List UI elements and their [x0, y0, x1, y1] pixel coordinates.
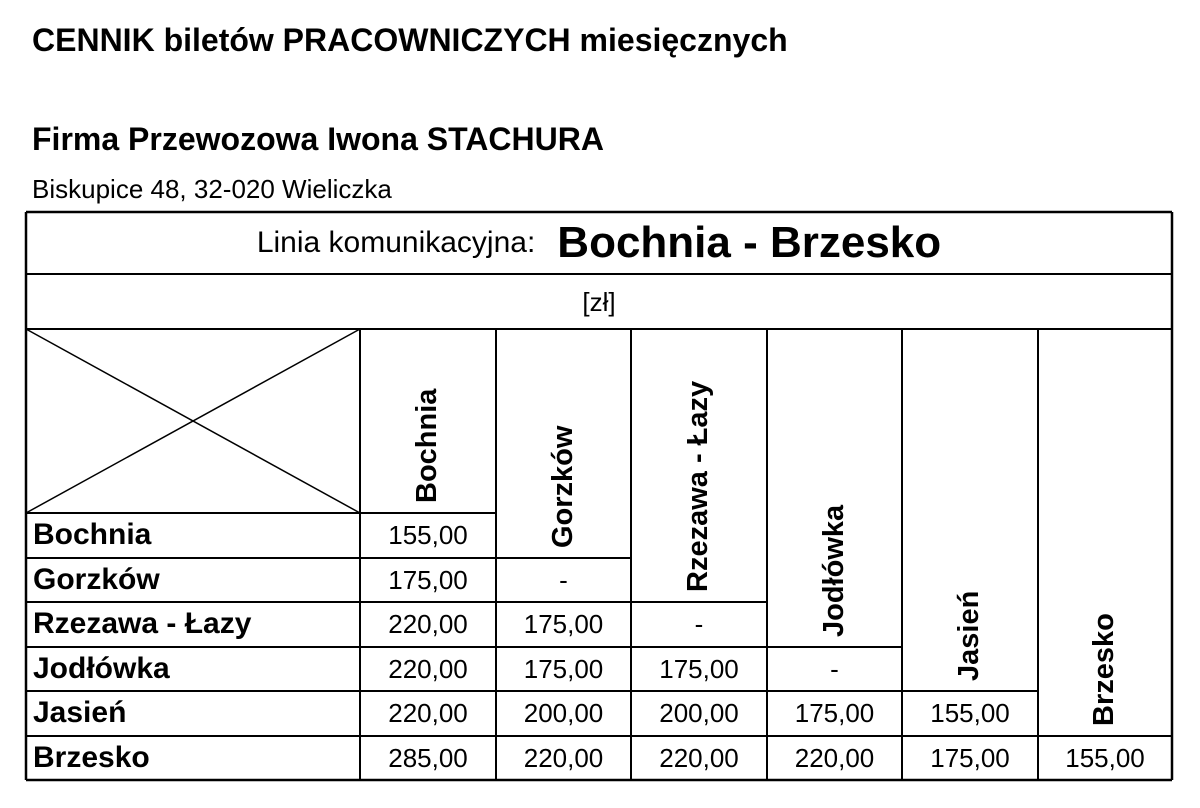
route-header [26, 212, 1172, 274]
price-cell: 155,00 [1065, 743, 1145, 773]
route-label: Linia komunikacyjna: [256, 226, 536, 259]
row-header: Gorzków [33, 563, 160, 596]
price-cell: 220,00 [388, 698, 468, 728]
price-cell: 155,00 [930, 698, 1010, 728]
price-cell: 175,00 [523, 654, 604, 684]
price-cell: - [694, 609, 704, 639]
column-header: Rzezawa - Łazy [682, 380, 714, 592]
price-cell: 200,00 [659, 698, 739, 728]
row-header: Brzesko [33, 741, 150, 774]
company-address: Biskupice 48, 32-020 Wieliczka [32, 174, 392, 204]
price-cell: 200,00 [523, 698, 604, 728]
price-cell: 175,00 [659, 654, 739, 684]
company-name: Firma Przewozowa Iwona STACHURA [32, 121, 604, 157]
price-cell: 220,00 [794, 743, 875, 773]
column-header: Bochnia [411, 388, 443, 503]
price-cell: 175,00 [794, 698, 875, 728]
column-header: Brzesko [1088, 613, 1120, 726]
row-header: Rzezawa - Łazy [33, 607, 252, 640]
row-header: Bochnia [33, 518, 152, 551]
row-header: Jasień [33, 696, 127, 729]
page-title: CENNIK biletów PRACOWNICZYCH miesięcznych [32, 22, 788, 58]
price-cell: 175,00 [388, 565, 468, 595]
price-cell: 220,00 [523, 743, 604, 773]
column-header: Jasień [953, 590, 985, 681]
column-header: Jodłówka [817, 504, 850, 637]
row-header: Jodłówka [33, 652, 170, 685]
price-cell: - [830, 654, 839, 684]
price-cell: 220,00 [659, 743, 739, 773]
price-cell: 220,00 [388, 654, 468, 684]
price-cell: 285,00 [388, 743, 468, 773]
price-cell: 175,00 [930, 743, 1010, 773]
price-cell: 175,00 [523, 609, 604, 639]
route-name: Bochnia - Brzesko [557, 218, 942, 267]
price-cell: 220,00 [388, 609, 468, 639]
column-header: Gorzków [546, 425, 579, 548]
price-cell: - [559, 565, 568, 595]
currency-unit: [zł] [582, 286, 616, 317]
price-cell: 155,00 [388, 520, 468, 550]
